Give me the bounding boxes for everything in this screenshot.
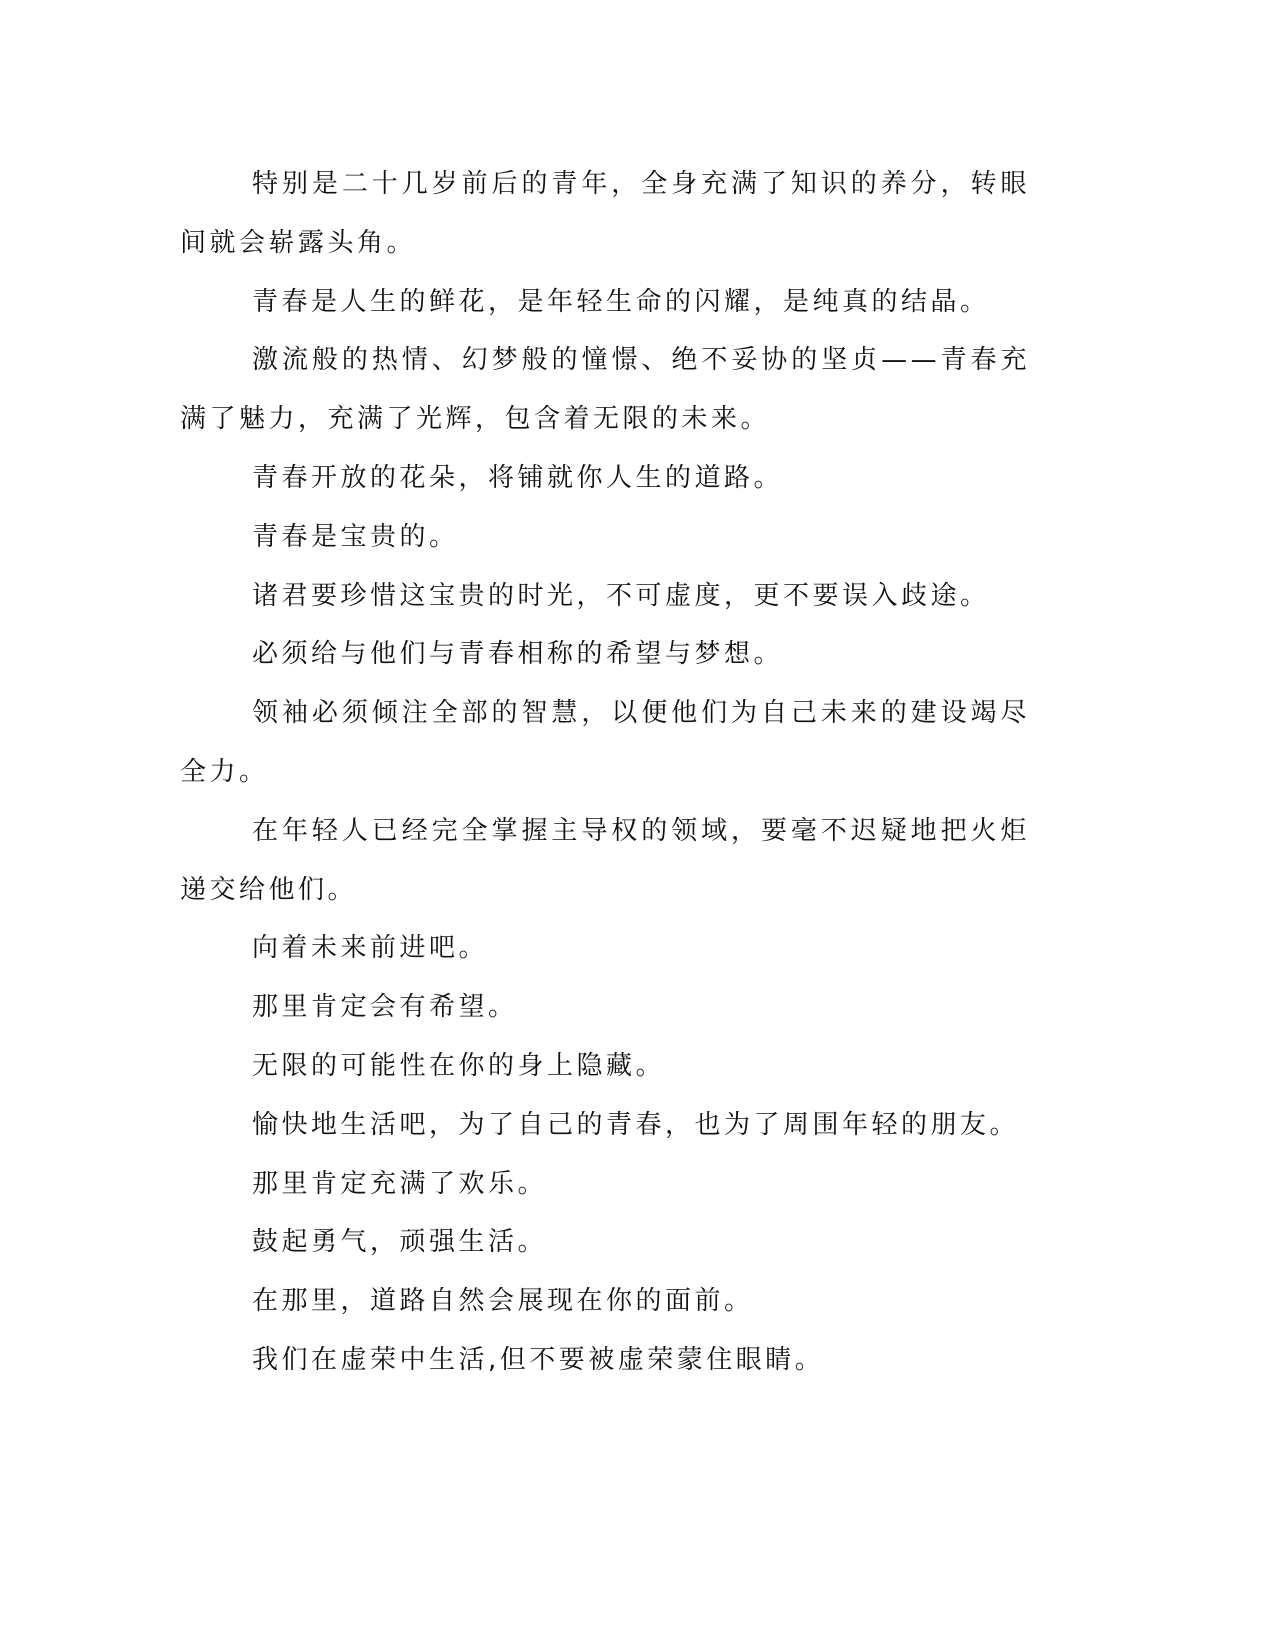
paragraph: 鼓起勇气，顽强生活。 <box>252 1227 548 1258</box>
paragraph: 在年轻人已经完全掌握主导权的领域，要毫不迟疑地把火炬递交给他们。 <box>180 815 1030 905</box>
paragraph: 特别是二十几岁前后的青年，全身充满了知识的养分，转眼间就会崭露头角。 <box>180 169 1030 258</box>
paragraph: 青春是宝贵的。 <box>252 521 459 552</box>
paragraph: 我们在虚荣中生活,但不要被虚荣蒙住眼睛。 <box>252 1344 825 1375</box>
paragraph: 在那里，道路自然会展现在你的面前。 <box>252 1286 754 1317</box>
paragraph: 无限的可能性在你的身上隐藏。 <box>252 1050 666 1081</box>
paragraph: 青春是人生的鲜花，是年轻生命的闪耀，是纯真的结晶。 <box>252 286 990 317</box>
paragraph: 领袖必须倾注全部的智慧，以便他们为自己未来的建设竭尽全力。 <box>180 698 1030 787</box>
document-body <box>180 155 1030 1390</box>
paragraph: 那里肯定会有希望。 <box>252 992 518 1023</box>
paragraph: 激流般的热情、幻梦般的憧憬、绝不妥协的坚贞——青春充满了魅力，充满了光辉，包含着无限的未来。 <box>180 345 1030 435</box>
paragraph: 诸君要珍惜这宝贵的时光，不可虚度，更不要误入歧途。 <box>252 580 990 611</box>
paragraph: 必须给与他们与青春相称的希望与梦想。 <box>252 639 784 670</box>
paragraph: 那里肯定充满了欢乐。 <box>252 1168 548 1199</box>
paragraph: 向着未来前进吧。 <box>252 933 489 964</box>
paragraph: 青春开放的花朵，将铺就你人生的道路。 <box>252 462 784 493</box>
paragraph: 愉快地生活吧，为了自己的青春，也为了周围年轻的朋友。 <box>252 1109 1020 1140</box>
